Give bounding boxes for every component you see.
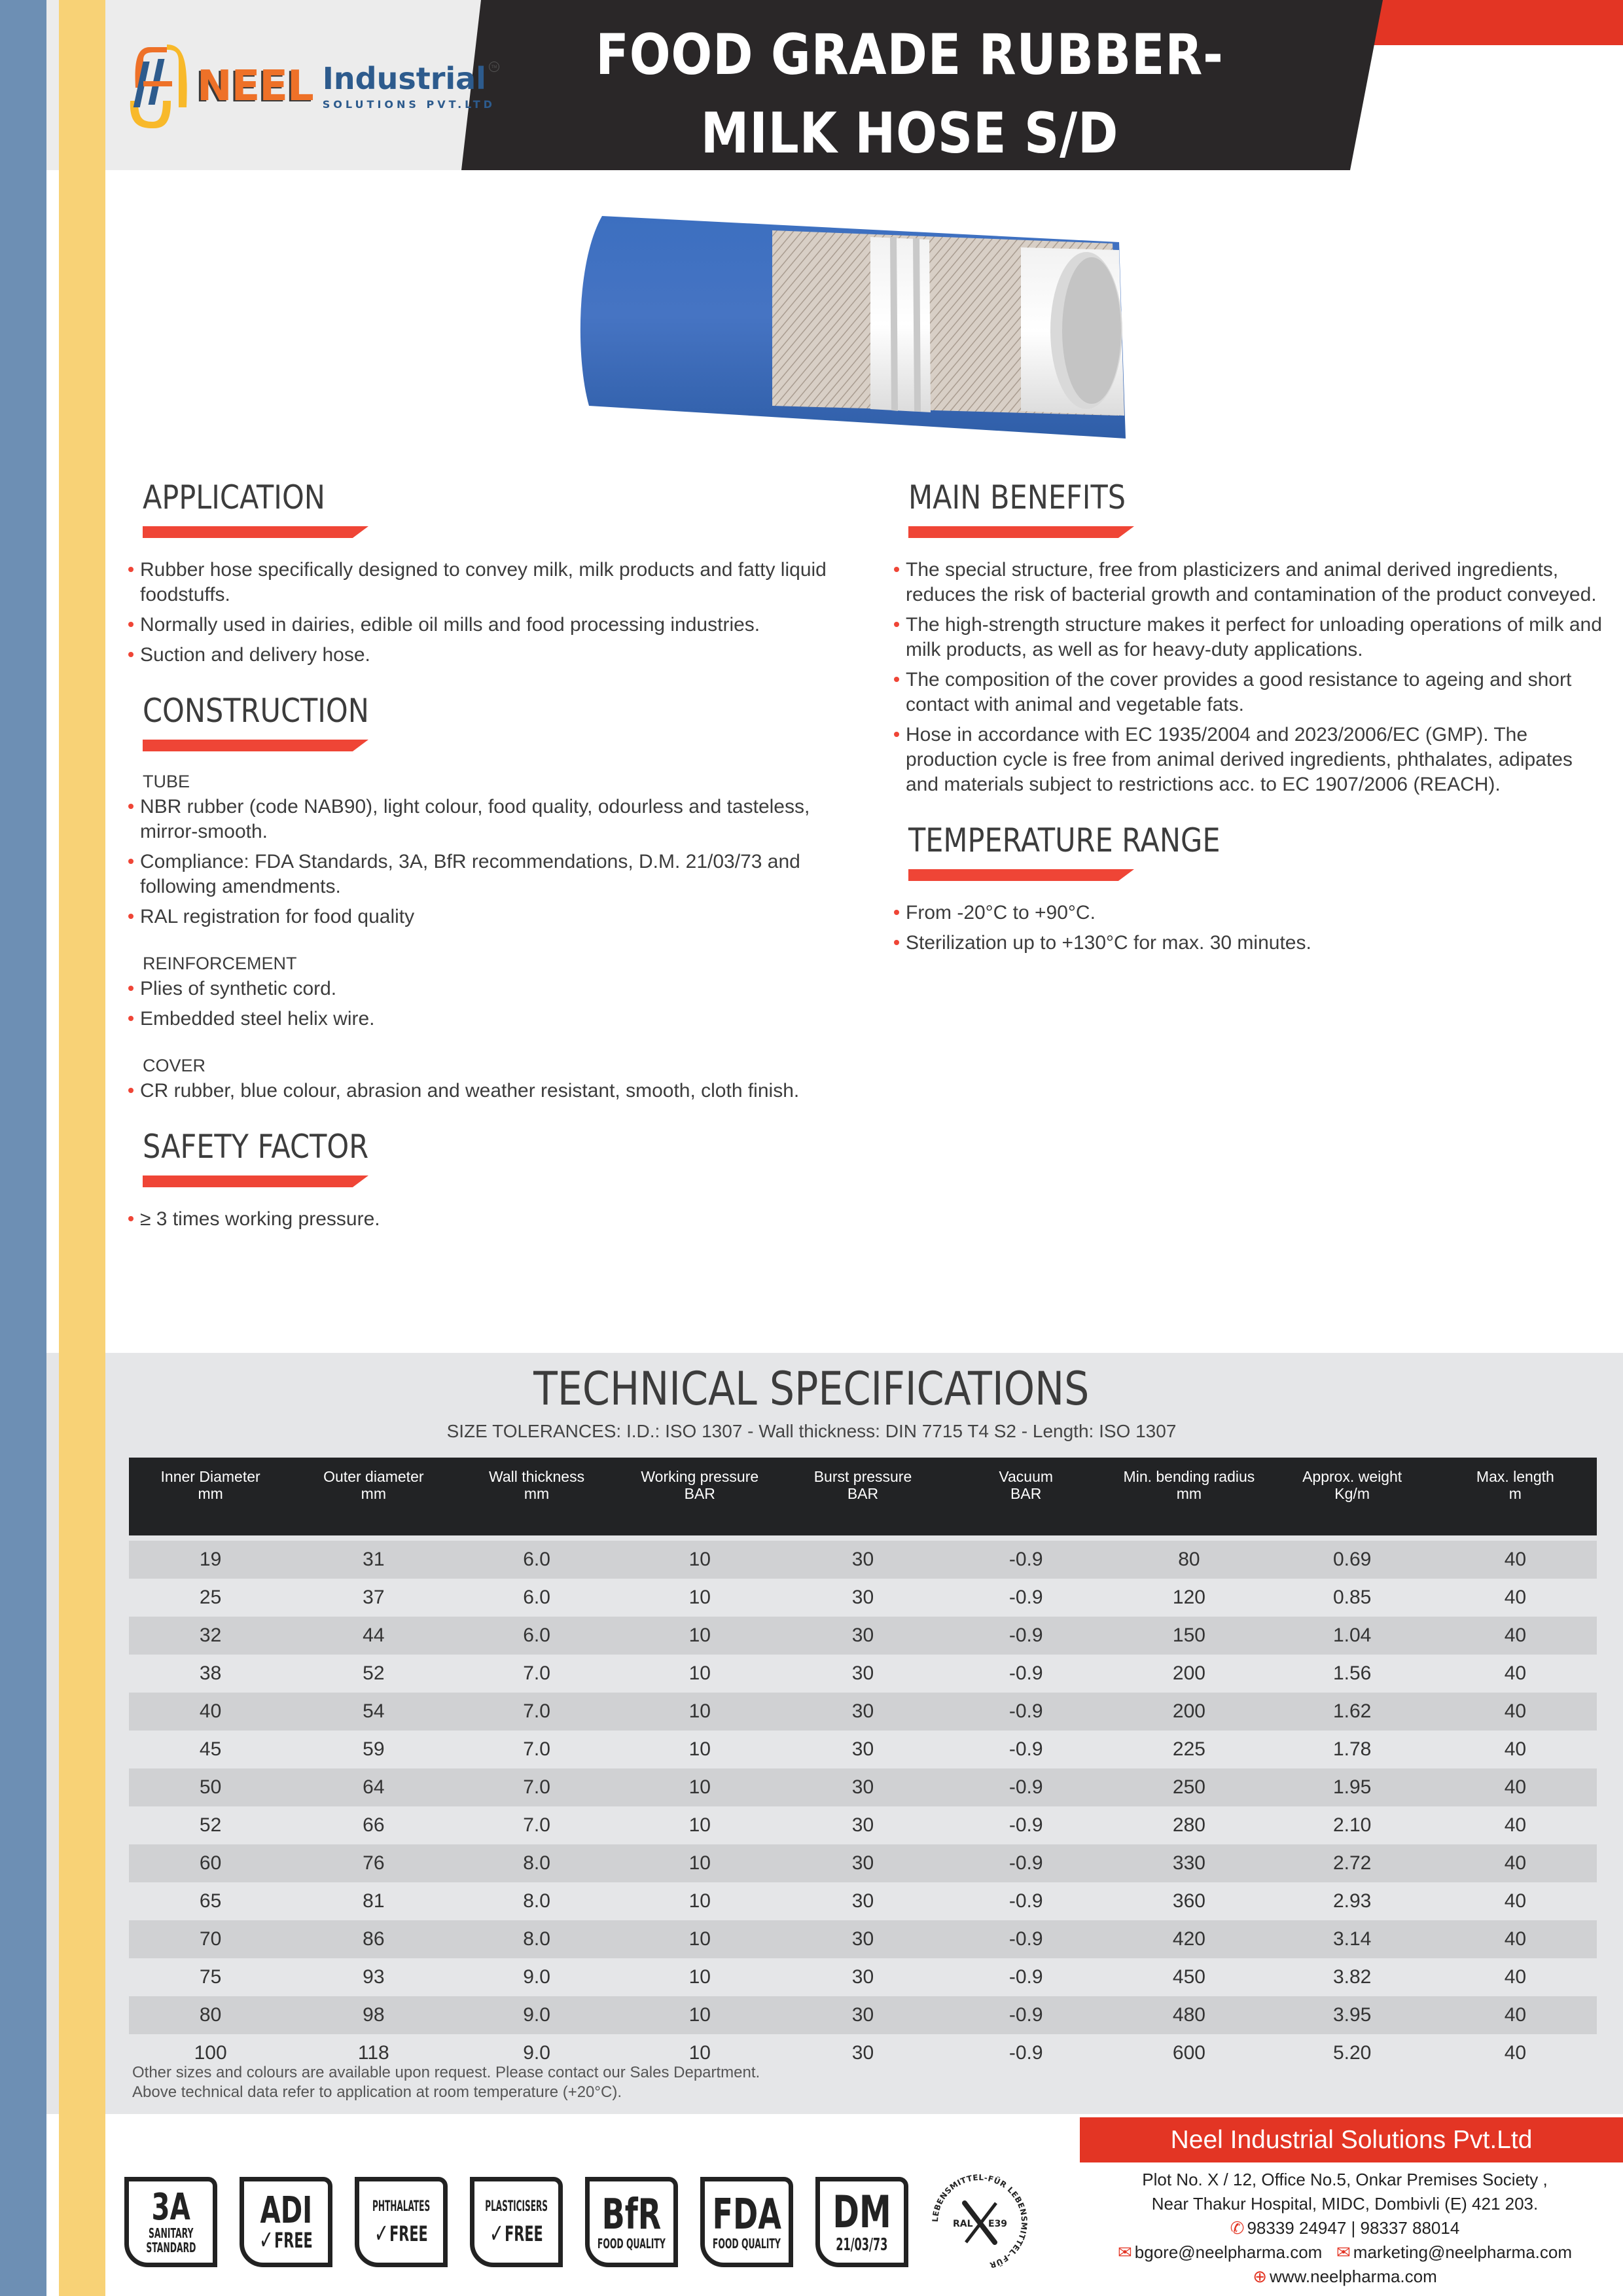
safety-factor-section — [143, 1127, 868, 1187]
table-cell: 100 — [129, 2034, 292, 2072]
table-cell: 40 — [129, 1693, 292, 1731]
table-cell: 9.0 — [455, 1996, 618, 2034]
table-cell: 30 — [781, 1768, 944, 1806]
table-cell: 10 — [618, 1655, 781, 1693]
column-header-name: Vacuum — [999, 1468, 1054, 1485]
list-item: NBR rubber (code NAB90), light colour, food quality, odourless and tasteless, mirror-smooth. — [128, 795, 868, 844]
column-header-name: Outer diameter — [323, 1468, 424, 1485]
table-row — [129, 1541, 1597, 1579]
list-item: Sterilization up to +130°C for max. 30 minutes. — [894, 931, 1607, 956]
table-cell: 2.72 — [1271, 1844, 1434, 1882]
table-cell: 30 — [781, 2034, 944, 2072]
table-row — [129, 1844, 1597, 1882]
phone-numbers[interactable]: 98339 24947 | 98337 88014 — [1247, 2218, 1460, 2238]
table-cell: 80 — [129, 1996, 292, 2034]
cover-label: COVER — [143, 1056, 206, 1075]
table-cell: 31 — [292, 1541, 455, 1579]
table-cell: 2.10 — [1271, 1806, 1434, 1844]
construction-section — [143, 691, 868, 751]
column-header-unit: mm — [1176, 1485, 1202, 1502]
table-cell: -0.9 — [944, 1920, 1107, 1958]
seal-left-text: RAL — [953, 2219, 973, 2229]
table-cell: 5.20 — [1271, 2034, 1434, 2072]
list-item: From -20°C to +90°C. — [894, 901, 1607, 925]
table-cell: -0.9 — [944, 1768, 1107, 1806]
table-cell: 10 — [618, 1617, 781, 1655]
table-cell: 2.93 — [1271, 1882, 1434, 1920]
badge-free — [374, 2219, 428, 2249]
column-header-unit: mm — [198, 1485, 223, 1502]
construction-heading: CONSTRUCTION — [143, 692, 369, 730]
table-row — [129, 1920, 1597, 1958]
table-cell: 59 — [292, 1731, 455, 1768]
table-cell: -0.9 — [944, 1693, 1107, 1731]
seal-ring-text: LEBENSMITTEL-FÜR LEBENSMITTEL-FÜR — [931, 2173, 1029, 2270]
column-header-unit: Kg/m — [1334, 1485, 1370, 1502]
table-cell: -0.9 — [944, 1655, 1107, 1693]
specifications-heading-text: TECHNICAL SPECIFICATIONS — [533, 1362, 1090, 1416]
table-cell: 40 — [1434, 1882, 1597, 1920]
column-header-name: Working pressure — [641, 1468, 759, 1485]
table-cell: -0.9 — [944, 1806, 1107, 1844]
address-line: Plot No. X / 12, Office No.5, Onkar Premises Society , — [1142, 2170, 1548, 2189]
table-cell: 19 — [129, 1541, 292, 1579]
table-cell: 200 — [1107, 1693, 1270, 1731]
table-cell: 6.0 — [455, 1579, 618, 1617]
column-header-name: Max. length — [1476, 1468, 1554, 1485]
plasticisers-free-badge — [470, 2177, 563, 2267]
table-cell: 40 — [1434, 1844, 1597, 1882]
list-item: Normally used in dairies, edible oil mills and food processing industries. — [128, 613, 868, 637]
right-column — [894, 478, 1607, 979]
table-cell: 10 — [618, 1541, 781, 1579]
logo-word-neel: NEEL — [197, 62, 313, 111]
heading-underline — [143, 526, 368, 538]
logo-mark-icon — [128, 42, 188, 131]
list-item: RAL registration for food quality — [128, 905, 868, 929]
table-cell: 65 — [129, 1882, 292, 1920]
bfr-badge — [585, 2177, 678, 2267]
list-item: Plies of synthetic cord. — [128, 977, 868, 1001]
heading-underline — [908, 869, 1134, 881]
table-cell: 70 — [129, 1920, 292, 1958]
table-cell: 480 — [1107, 1996, 1270, 2034]
table-cell: 30 — [781, 1844, 944, 1882]
address-line: Near Thakur Hospital, MIDC, Dombivli (E) 421 203. — [1151, 2194, 1539, 2214]
title-line-2: MILK HOSE S/D — [700, 101, 1119, 166]
trademark-symbol — [489, 62, 499, 72]
column-header — [1271, 1458, 1434, 1535]
mail-icon: ✉ — [1117, 2242, 1132, 2262]
table-row — [129, 1882, 1597, 1920]
badge-line: STANDARD — [145, 2240, 196, 2255]
header-red-band — [1348, 0, 1623, 45]
table-cell: 7.0 — [455, 1768, 618, 1806]
table-cell: 40 — [1434, 2034, 1597, 2072]
table-cell: 25 — [129, 1579, 292, 1617]
list-item: The composition of the cover provides a good resistance to ageing and short contact with animal and vegetable fats. — [894, 668, 1607, 717]
table-cell: 8.0 — [455, 1920, 618, 1958]
table-cell: 9.0 — [455, 1958, 618, 1996]
column-header — [292, 1458, 455, 1535]
badge-line: FOOD QUALITY — [597, 2236, 666, 2251]
table-cell: 118 — [292, 2034, 455, 2072]
list-item: Hose in accordance with EC 1935/2004 and 2023/2006/EC (GMP). The production cycle is free from animal derived ingredients, phthalates, adipates and materials subject to restrictions acc. to EC 1907/2006 (REACH). — [894, 723, 1607, 797]
table-cell: 10 — [618, 1806, 781, 1844]
heading-underline — [143, 1175, 368, 1187]
column-header-name: Inner Diameter — [160, 1468, 260, 1485]
website-line — [1067, 2265, 1623, 2289]
column-header — [781, 1458, 944, 1535]
table-row — [129, 1958, 1597, 1996]
temperature-range-list — [894, 901, 1607, 961]
table-cell: 10 — [618, 2034, 781, 2072]
table-cell: 30 — [781, 1920, 944, 1958]
table-cell: 40 — [1434, 1958, 1597, 1996]
table-cell: 250 — [1107, 1768, 1270, 1806]
table-cell: -0.9 — [944, 1731, 1107, 1768]
table-cell: 75 — [129, 1958, 292, 1996]
badge-free-text: FREE — [274, 2228, 313, 2253]
badge-big-text: 3A — [151, 2186, 190, 2229]
badge-big-text: BfR — [601, 2191, 662, 2239]
table-cell: 64 — [292, 1768, 455, 1806]
logo-tagline: SOLUTIONS PVT.LTD — [322, 98, 495, 111]
badge-free — [259, 2225, 313, 2255]
table-cell: 40 — [1434, 1768, 1597, 1806]
column-header-name: Burst pressure — [813, 1468, 912, 1485]
table-row — [129, 1655, 1597, 1693]
temperature-range-section — [908, 821, 1607, 881]
list-item: ≥ 3 times working pressure. — [128, 1207, 868, 1232]
table-cell: 38 — [129, 1655, 292, 1693]
table-cell: 10 — [618, 1882, 781, 1920]
table-cell: 30 — [781, 1579, 944, 1617]
table-cell: 360 — [1107, 1882, 1270, 1920]
table-cell: 330 — [1107, 1844, 1270, 1882]
table-cell: -0.9 — [944, 1996, 1107, 2034]
badge-line: FOOD QUALITY — [713, 2236, 781, 2251]
table-cell: 420 — [1107, 1920, 1270, 1958]
table-cell: 3.82 — [1271, 1958, 1434, 1996]
certification-badges — [124, 2173, 1029, 2271]
table-cell: 40 — [1434, 1579, 1597, 1617]
column-header — [618, 1458, 781, 1535]
column-header-unit: mm — [361, 1485, 386, 1502]
note-line: Above technical data refer to application at room temperature (+20°C). — [132, 2083, 622, 2101]
table-cell: 54 — [292, 1693, 455, 1731]
application-section — [143, 478, 868, 538]
decorative-stripe-yellow — [59, 0, 105, 2296]
check-icon: ✓ — [259, 2225, 274, 2255]
table-cell: 3.14 — [1271, 1920, 1434, 1958]
table-cell: 10 — [618, 1768, 781, 1806]
table-cell: 10 — [618, 1958, 781, 1996]
table-cell: 40 — [1434, 1996, 1597, 2034]
column-header-unit: BAR — [847, 1485, 879, 1502]
table-cell: 80 — [1107, 1541, 1270, 1579]
phthalates-free-badge — [355, 2177, 448, 2267]
badge-line: SANITARY — [148, 2225, 194, 2241]
column-header-name: Approx. weight — [1302, 1468, 1402, 1485]
table-cell: 280 — [1107, 1806, 1270, 1844]
table-cell: 32 — [129, 1617, 292, 1655]
list-item: CR rubber, blue colour, abrasion and weather resistant, smooth, cloth finish. — [128, 1079, 868, 1103]
size-tolerances-text: SIZE TOLERANCES: I.D.: ISO 1307 - Wall thickness: DIN 7715 T4 S2 - Length: ISO 1307 — [446, 1421, 1177, 1441]
main-benefits-heading: MAIN BENEFITS — [908, 478, 1126, 516]
table-row — [129, 1806, 1597, 1844]
badge-line: 21/03/73 — [836, 2235, 888, 2255]
website-link[interactable]: www.neelpharma.com — [1270, 2267, 1437, 2286]
table-cell: -0.9 — [944, 1541, 1107, 1579]
table-cell: 3.95 — [1271, 1996, 1434, 2034]
badge-big-text: DM — [832, 2187, 891, 2238]
main-benefits-list — [894, 558, 1607, 802]
title-line-1: FOOD GRADE RUBBER- — [596, 22, 1224, 88]
badge-free — [490, 2219, 543, 2249]
table-cell: 1.56 — [1271, 1655, 1434, 1693]
table-cell: 40 — [1434, 1806, 1597, 1844]
table-cell: 30 — [781, 1731, 944, 1768]
column-header — [455, 1458, 618, 1535]
reinforcement-label: REINFORCEMENT — [143, 954, 297, 973]
table-cell: 1.04 — [1271, 1617, 1434, 1655]
globe-icon: ⊕ — [1253, 2267, 1267, 2286]
table-cell: 1.95 — [1271, 1768, 1434, 1806]
table-cell: 40 — [1434, 1541, 1597, 1579]
table-cell: 600 — [1107, 2034, 1270, 2072]
heading-underline — [908, 526, 1134, 538]
table-cell: 40 — [1434, 1693, 1597, 1731]
table-cell: 50 — [129, 1768, 292, 1806]
table-cell: 7.0 — [455, 1731, 618, 1768]
email-line — [1067, 2240, 1623, 2265]
table-cell: 30 — [781, 1541, 944, 1579]
check-icon: ✓ — [374, 2219, 389, 2249]
table-cell: -0.9 — [944, 1958, 1107, 1996]
seal-right-text: E39 — [988, 2219, 1008, 2229]
badge-big-text: FDA — [712, 2191, 781, 2239]
table-cell: -0.9 — [944, 1579, 1107, 1617]
table-row — [129, 1996, 1597, 2034]
table-cell: 6.0 — [455, 1541, 618, 1579]
table-cell: 10 — [618, 1920, 781, 1958]
table-cell: -0.9 — [944, 1882, 1107, 1920]
table-cell: 93 — [292, 1958, 455, 1996]
table-cell: 30 — [781, 1617, 944, 1655]
table-cell: 8.0 — [455, 1882, 618, 1920]
table-cell: 40 — [1434, 1731, 1597, 1768]
table-cell: 6.0 — [455, 1617, 618, 1655]
application-heading: APPLICATION — [143, 478, 325, 516]
column-header-unit: BAR — [1010, 1485, 1042, 1502]
badge-top-text: PLASTICISERS — [485, 2198, 548, 2215]
table-row — [129, 1768, 1597, 1806]
table-cell: 40 — [1434, 1920, 1597, 1958]
trademark-text: TM — [491, 65, 497, 69]
page-title — [544, 16, 1275, 173]
table-cell: 30 — [781, 1806, 944, 1844]
table-cell: 30 — [781, 1958, 944, 1996]
table-cell: 10 — [618, 1579, 781, 1617]
table-cell: 1.62 — [1271, 1693, 1434, 1731]
table-cell: 60 — [129, 1844, 292, 1882]
badge-free-text: FREE — [389, 2221, 428, 2246]
construction-tube — [128, 771, 868, 935]
contact-details — [1067, 2168, 1623, 2289]
table-cell: 150 — [1107, 1617, 1270, 1655]
email-link-1[interactable]: bgore@neelpharma.com — [1134, 2242, 1323, 2262]
ral-lebensmittel-seal — [931, 2173, 1029, 2271]
note-line: Other sizes and colours are available upon request. Please contact our Sales Department. — [132, 2064, 760, 2081]
table-cell: 7.0 — [455, 1806, 618, 1844]
mail-icon: ✉ — [1336, 2242, 1351, 2262]
safety-factor-heading: SAFETY FACTOR — [143, 1128, 369, 1166]
table-cell: -0.9 — [944, 1617, 1107, 1655]
table-row — [129, 1693, 1597, 1731]
specifications-table — [129, 1458, 1597, 2072]
table-cell: 7.0 — [455, 1693, 618, 1731]
badge-free-text: FREE — [505, 2221, 543, 2246]
list-item: The special structure, free from plasticizers and animal derived ingredients, reduces the risk of bacterial growth and contamination of the product conveyed. — [894, 558, 1607, 607]
email-link-2[interactable]: marketing@neelpharma.com — [1353, 2242, 1573, 2262]
fda-badge — [700, 2177, 793, 2267]
table-header-row — [129, 1458, 1597, 1535]
check-icon: ✓ — [490, 2219, 504, 2249]
logo-wordrow — [323, 62, 499, 96]
table-row — [129, 1579, 1597, 1617]
column-header — [1434, 1458, 1597, 1535]
left-column — [128, 478, 868, 1255]
badge-big-text: ADI — [260, 2189, 312, 2232]
company-logo — [128, 41, 499, 132]
phone-line — [1067, 2216, 1623, 2240]
heading-underline — [143, 740, 368, 751]
table-row — [129, 1617, 1597, 1655]
table-cell: 52 — [129, 1806, 292, 1844]
badge-top-text: PHTHALATES — [372, 2198, 431, 2215]
logo-wordblock — [323, 62, 499, 111]
construction-cover — [128, 1055, 868, 1109]
list-item: Suction and delivery hose. — [128, 643, 868, 668]
table-cell: 30 — [781, 1882, 944, 1920]
table-cell: 9.0 — [455, 2034, 618, 2072]
tube-label: TUBE — [143, 772, 190, 791]
safety-factor-list — [128, 1207, 868, 1237]
size-tolerances — [0, 1420, 1623, 1443]
3a-sanitary-badge — [124, 2177, 217, 2267]
table-cell: 225 — [1107, 1731, 1270, 1768]
table-cell: 44 — [292, 1617, 455, 1655]
table-cell: 0.85 — [1271, 1579, 1434, 1617]
table-cell: 66 — [292, 1806, 455, 1844]
logo-word-industrial: Industrial — [322, 61, 486, 96]
phone-icon: ✆ — [1230, 2218, 1245, 2238]
table-cell: 120 — [1107, 1579, 1270, 1617]
table-cell: 200 — [1107, 1655, 1270, 1693]
column-header-name: Min. bending radius — [1123, 1468, 1255, 1485]
list-item: Compliance: FDA Standards, 3A, BfR recommendations, D.M. 21/03/73 and following amendments. — [128, 850, 868, 899]
list-item: Rubber hose specifically designed to convey milk, milk products and fatty liquid foodstuffs. — [128, 558, 868, 607]
table-cell: 10 — [618, 1996, 781, 2034]
column-header-unit: m — [1508, 1485, 1522, 1502]
column-header — [129, 1458, 292, 1535]
company-name-banner: Neel Industrial Solutions Pvt.Ltd — [1080, 2117, 1623, 2162]
construction-reinforcement — [128, 953, 868, 1037]
table-cell: 10 — [618, 1844, 781, 1882]
table-cell: 30 — [781, 1655, 944, 1693]
list-item: Embedded steel helix wire. — [128, 1007, 868, 1031]
table-cell: 86 — [292, 1920, 455, 1958]
table-cell: 8.0 — [455, 1844, 618, 1882]
table-cell: -0.9 — [944, 1844, 1107, 1882]
table-cell: 45 — [129, 1731, 292, 1768]
table-cell: 0.69 — [1271, 1541, 1434, 1579]
table-cell: 450 — [1107, 1958, 1270, 1996]
table-row — [129, 1731, 1597, 1768]
table-cell: 40 — [1434, 1655, 1597, 1693]
column-header — [1107, 1458, 1270, 1535]
table-cell: 37 — [292, 1579, 455, 1617]
adi-free-badge — [240, 2177, 332, 2267]
dm-badge — [815, 2177, 908, 2267]
table-cell: 30 — [781, 1996, 944, 2034]
application-list — [128, 558, 868, 673]
decorative-stripe-blue — [0, 0, 46, 2296]
table-cell: 10 — [618, 1731, 781, 1768]
column-header-name: Wall thickness — [488, 1468, 585, 1485]
table-cell: 7.0 — [455, 1655, 618, 1693]
table-cell: 10 — [618, 1693, 781, 1731]
hose-cutaway-image — [563, 190, 1217, 439]
table-cell: 1.78 — [1271, 1731, 1434, 1768]
list-item: The high-strength structure makes it perfect for unloading operations of milk and milk products, as well as for heavy-duty applications. — [894, 613, 1607, 662]
column-header-unit: mm — [524, 1485, 550, 1502]
table-cell: 30 — [781, 1693, 944, 1731]
table-spacer — [129, 1535, 1597, 1541]
column-header — [944, 1458, 1107, 1535]
table-cell: -0.9 — [944, 2034, 1107, 2072]
specifications-heading — [0, 1361, 1623, 1416]
temperature-range-heading: TEMPERATURE RANGE — [908, 821, 1221, 859]
table-cell: 52 — [292, 1655, 455, 1693]
table-notes — [132, 2063, 760, 2102]
main-benefits-section — [908, 478, 1607, 538]
table-cell: 81 — [292, 1882, 455, 1920]
column-header-unit: BAR — [684, 1485, 715, 1502]
table-cell: 76 — [292, 1844, 455, 1882]
table-cell: 40 — [1434, 1617, 1597, 1655]
table-cell: 98 — [292, 1996, 455, 2034]
